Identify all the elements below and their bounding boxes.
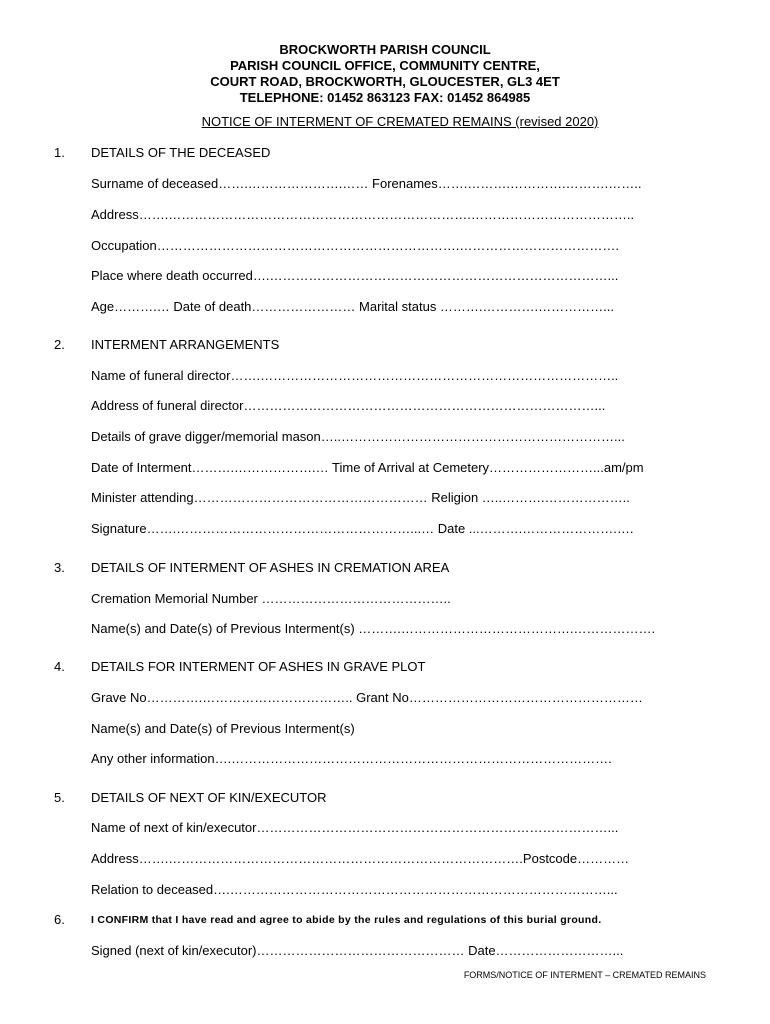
confirmation-statement: I CONFIRM that I have read and agree to abide by the rules and regulations of this burial ground. xyxy=(91,914,602,926)
interment-date-time-field[interactable]: Date of Interment……….……………….… Time of Arrival at Cemetery……………………...am/pm xyxy=(91,460,644,475)
grave-grant-number-field[interactable]: Grave No………….…………………………….. Grant No……………………………………………… xyxy=(91,690,643,705)
section-5-number: 5. xyxy=(54,790,65,805)
relation-to-deceased-field[interactable]: Relation to deceased….……………………………………………………………………………... xyxy=(91,882,618,897)
council-office: PARISH COUNCIL OFFICE, COMMUNITY CENTRE, xyxy=(230,58,540,73)
section-4-number: 4. xyxy=(54,659,65,674)
age-death-marital-field[interactable]: Age……….… Date of death…………………… Marital status ……….………….……………... xyxy=(91,299,614,314)
signature-date-field[interactable]: Signature…….………………………………………………...… Date ...……….………………….…. xyxy=(91,521,634,536)
council-header xyxy=(0,42,770,106)
section-5-title: DETAILS OF NEXT OF KIN/EXECUTOR xyxy=(91,790,327,805)
other-information-field[interactable]: Any other information….……………………………………………………………………………. xyxy=(91,751,612,766)
section-3-number: 3. xyxy=(54,560,65,575)
council-telephone: TELEPHONE: 01452 863123 FAX: 01452 864985 xyxy=(239,90,531,105)
grave-digger-field[interactable]: Details of grave digger/memorial mason…..………………………………………………………... xyxy=(91,429,625,444)
section-2-number: 2. xyxy=(54,337,65,352)
surname-forenames-field[interactable]: Surname of deceased…….………………….…… Forenames…….……….………….……….…….. xyxy=(91,176,642,191)
funeral-director-field[interactable]: Name of funeral director…….……………………………………………………………………….. xyxy=(91,368,619,383)
grave-previous-interments-field[interactable]: Name(s) and Date(s) of Previous Interment(s) xyxy=(91,721,355,736)
funeral-director-address-field[interactable]: Address of funeral director………………………………………………………………………... xyxy=(91,398,606,413)
place-of-death-field[interactable]: Place where death occurred….……………………………………………………………………... xyxy=(91,268,619,283)
minister-religion-field[interactable]: Minister attending……………………………………………… Religion …..……….……………….. xyxy=(91,490,630,505)
previous-interments-field[interactable]: Name(s) and Date(s) of Previous Interment(s) ……….………………………………….………………. xyxy=(91,621,656,636)
form-title: NOTICE OF INTERMENT OF CREMATED REMAINS (revised 2020) xyxy=(201,114,599,129)
address-field[interactable]: Address…….…………………………………………………………….……………………………….. xyxy=(91,207,635,222)
section-3-title: DETAILS OF INTERMENT OF ASHES IN CREMATION AREA xyxy=(91,560,450,575)
council-name: BROCKWORTH PARISH COUNCIL xyxy=(279,42,491,57)
cremation-memorial-number-field[interactable]: Cremation Memorial Number …………………………………….. xyxy=(91,591,451,606)
form-reference-footer: FORMS/NOTICE OF INTERMENT – CREMATED REMAINS xyxy=(463,970,706,980)
next-of-kin-name-field[interactable]: Name of next of kin/executor………………………………………………………………………... xyxy=(91,820,619,835)
section-6-number: 6. xyxy=(54,912,65,927)
section-2-title: INTERMENT ARRANGEMENTS xyxy=(91,337,280,352)
section-4-title: DETAILS FOR INTERMENT OF ASHES IN GRAVE PLOT xyxy=(91,659,426,674)
section-1-title: DETAILS OF THE DECEASED xyxy=(91,145,271,160)
next-of-kin-address-field[interactable]: Address…….……………………………………………………………………….Postcode………… xyxy=(91,851,630,866)
occupation-field[interactable]: Occupation…………………………………………………………….………………………………. xyxy=(91,238,619,253)
section-1-number: 1. xyxy=(54,145,65,160)
council-address: COURT ROAD, BROCKWORTH, GLOUCESTER, GL3 4ET xyxy=(210,74,560,89)
signed-date-field[interactable]: Signed (next of kin/executor)………………………………………… Date………………………... xyxy=(91,943,624,958)
